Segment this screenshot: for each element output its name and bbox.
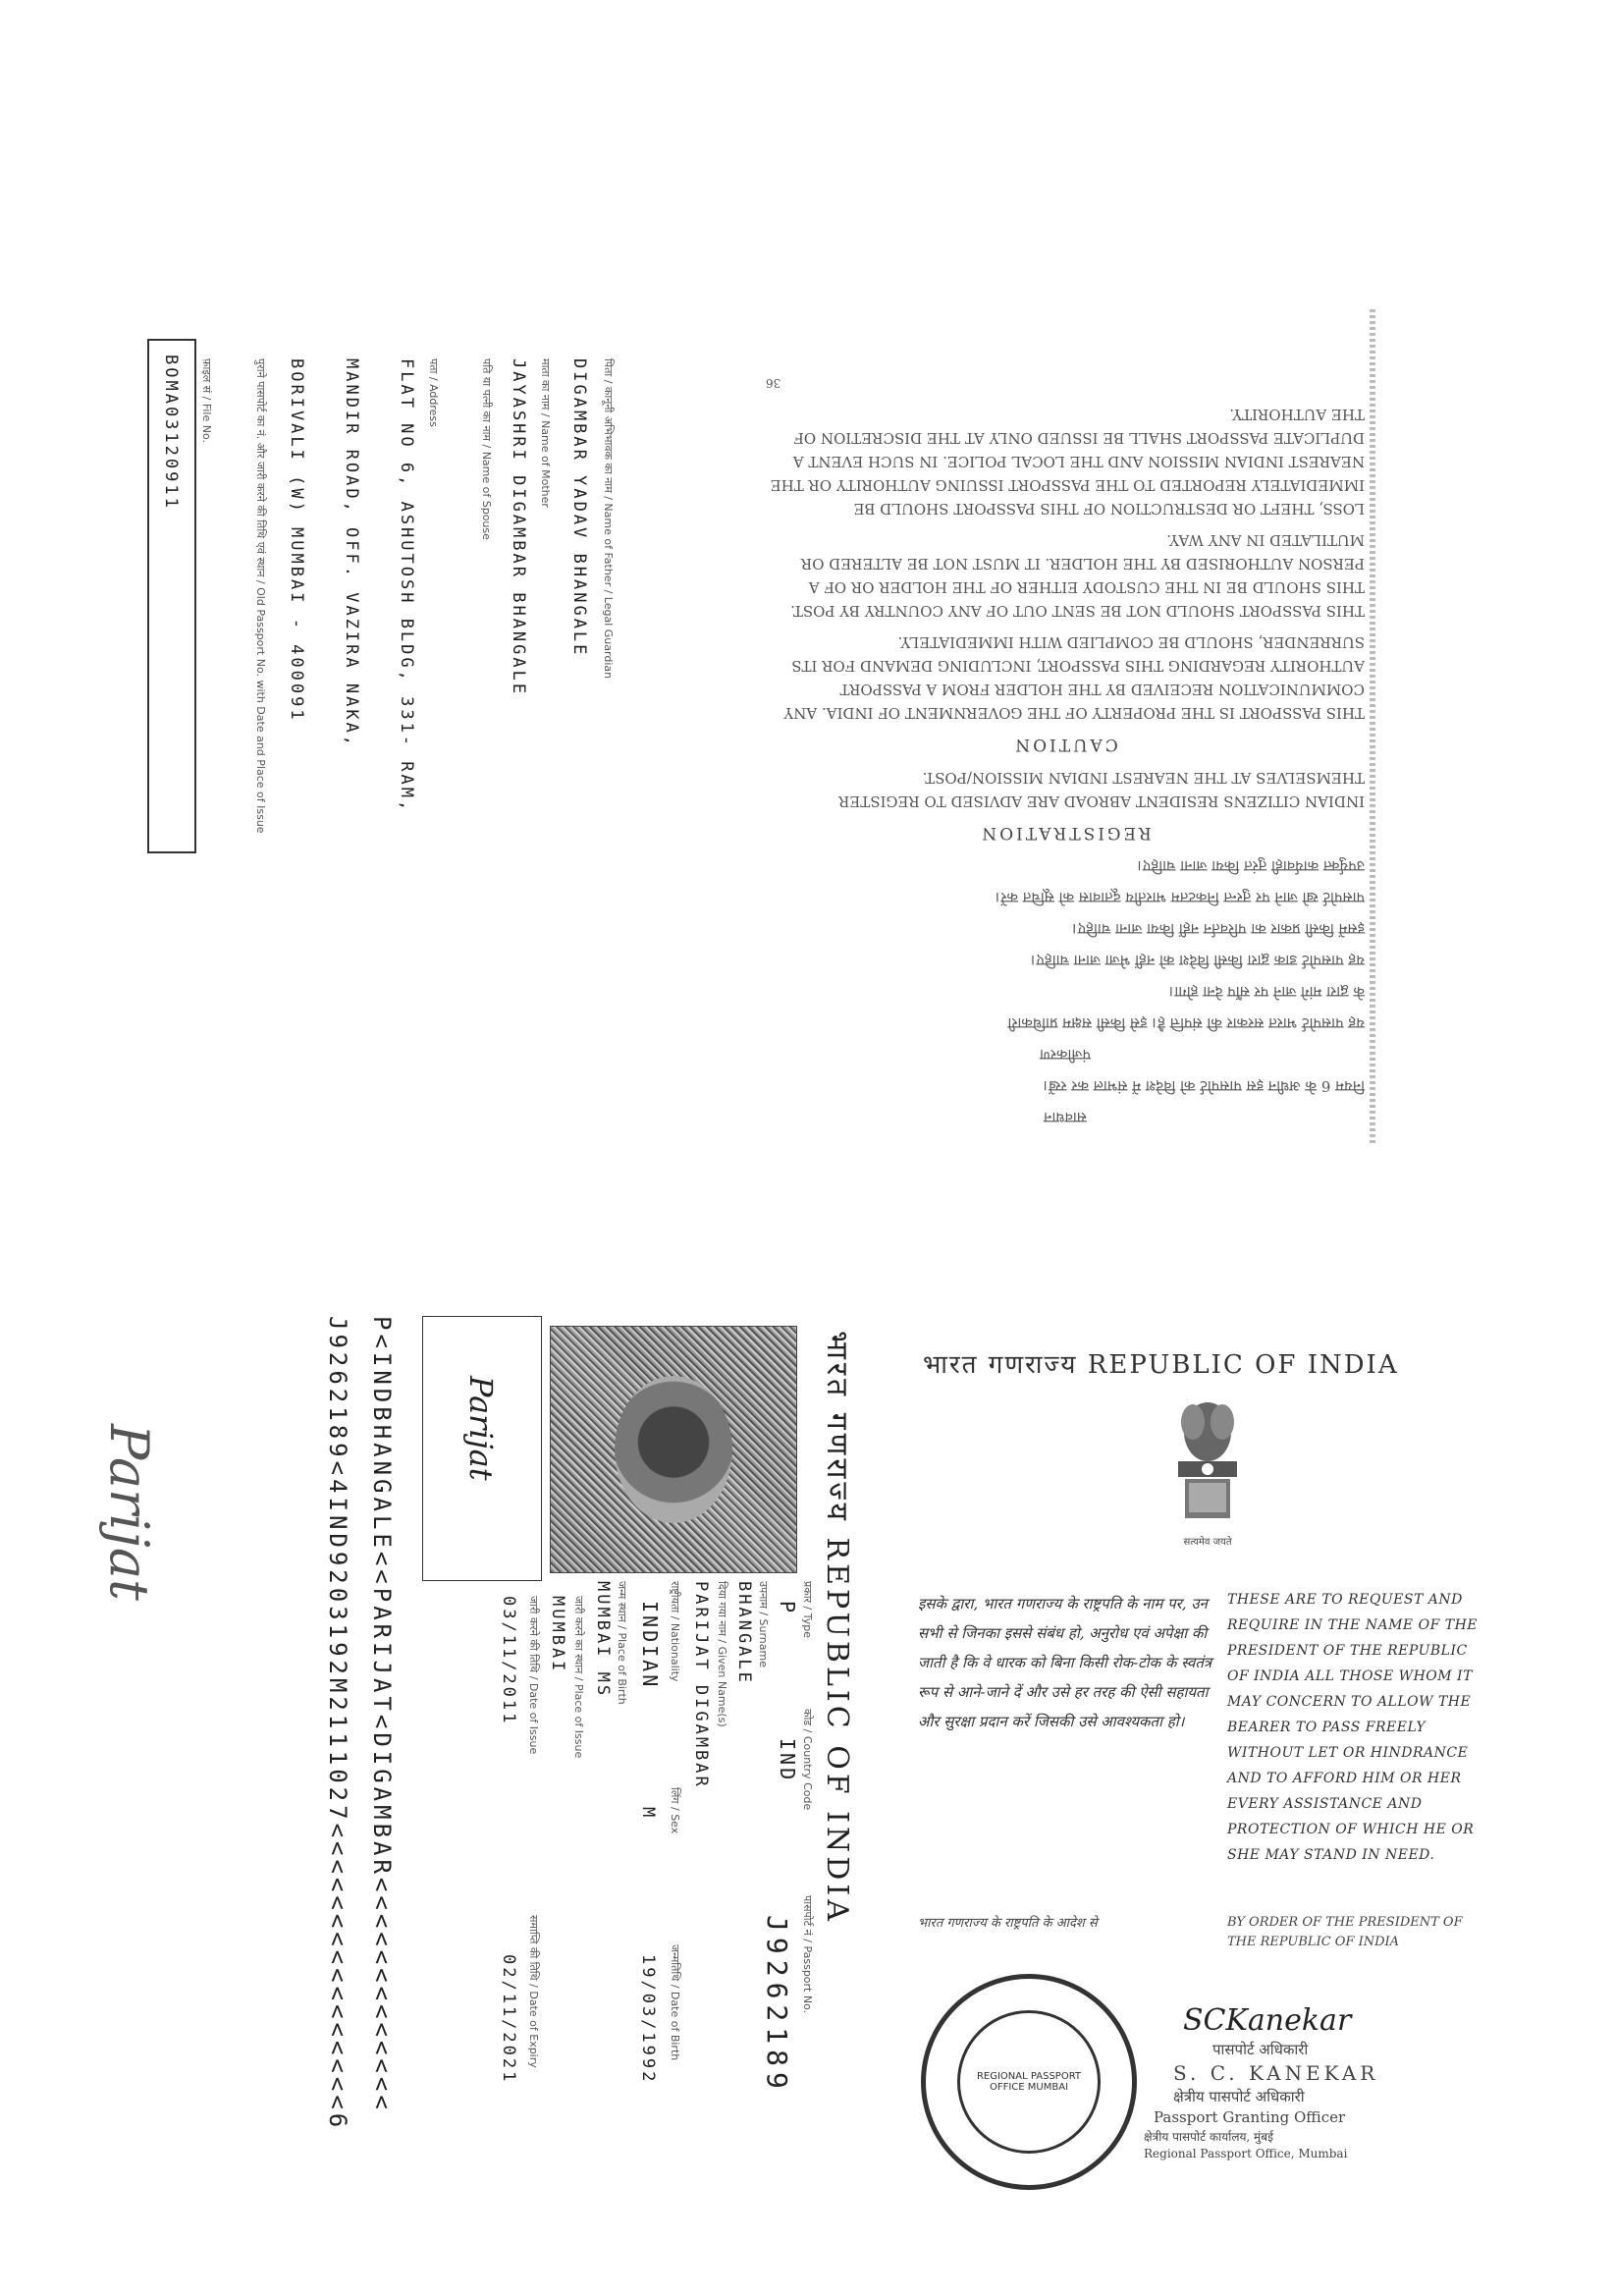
national-emblem: [1163, 1393, 1252, 1550]
officer-title-en: Passport Granting Officer: [1154, 2108, 1346, 2126]
place-of-issue-value: MUMBAI: [548, 1596, 567, 1674]
republic-heading-en: REPUBLIC OF INDIA: [1087, 1350, 1399, 1380]
officer-signature: SCKanekar: [1183, 2003, 1352, 2038]
file-number-box: [147, 339, 196, 853]
republic-heading-hi: भारत गणराज्य: [923, 1350, 1078, 1380]
margin-signature: [39, 1414, 196, 1611]
dob-value: 19/03/1992: [638, 1954, 658, 2085]
mrz-line-1: P<INDBHANGALE<<PARIJAT<DIGAMBAR<<<<<<<<<<<<<: [368, 1316, 396, 2113]
country-code-label: कोड / Country Code: [801, 1709, 814, 1811]
hindi-line-2: पंजीकरण: [1039, 1046, 1092, 1064]
registration-text: INDIAN CITIZENS RESIDENT ABROAD ARE ADVISED TO REGISTER THEMSELVES AT THE NEAREST INDIAN MISSION/POST.: [838, 769, 1365, 810]
father-label: पिता / कानूनी अभिभावक का नाम / Name of Father / Legal Guardian: [602, 358, 615, 680]
surname-value: BHANGALE: [734, 1581, 754, 1685]
passport-no-value: J9262189: [761, 1915, 793, 2095]
address-line-2: BORIVALI (W) MUMBAI - 400091: [287, 358, 306, 723]
officer-title-hi: पासपोर्ट अधिकारी: [1212, 2041, 1309, 2058]
sex-label: लिंग / Sex: [669, 1787, 681, 1834]
hindi-line-1: नियम 6 के अधीन इस पासपोर्ट को विदेश में संभाल कर रखें।: [1043, 1077, 1365, 1095]
hindi-line-6: इसमें किसी प्रकार का परिवर्तन नहीं किया जाना चाहिए।: [1072, 920, 1365, 938]
holder-photo: [550, 1326, 797, 1573]
hindi-line-7: पासपोर्ट खो जाने पर तुरन्त निकटतम भारतीय दूतावास को सूचित करें।: [995, 889, 1365, 906]
passport-office-seal: [921, 1974, 1137, 2190]
officer-office-hi: क्षेत्रीय पासपोर्ट कार्यालय, मुंबई: [1144, 2130, 1273, 2144]
file-value: BOMA03120911: [161, 355, 181, 511]
place-of-issue-label: जारी करने का स्थान / Place of Issue: [572, 1596, 585, 1759]
data-page-title-en: REPUBLIC OF INDIA: [820, 1537, 854, 1925]
hindi-line-0: सावधान: [1044, 1109, 1087, 1126]
date-of-expiry-value: 02/11/2021: [499, 1954, 518, 2085]
country-code-value: IND: [776, 1738, 799, 1783]
type-value: P: [776, 1601, 799, 1616]
registration-heading: REGISTRATION: [979, 823, 1152, 843]
order-text-hindi: भारत गणराज्य के राष्ट्रपति के आदेश से: [918, 1916, 1098, 1931]
lion-capital-icon: [1163, 1393, 1252, 1530]
data-page-title-hi: भारत गणराज्य: [820, 1331, 854, 1524]
caution-paragraph-1: THIS PASSPORT SHOULD NOT BE SENT OUT OF ANY COUNTRY BY POST. THIS SHOULD BE IN THE CUSTODY EITHER OF THE HOLDER OR OF A PERSON AUTHORISED BY THE HOLDER. IT MUST NOT BE ALTERED OR MUTILATED IN ANY WAY.: [790, 531, 1365, 620]
file-label: फ़ाइल सं / File No.: [200, 358, 213, 443]
page-fold-line: [1370, 309, 1375, 1144]
hindi-line-3: यह पासपोर्ट भारत सरकार की संपत्ति है। इसे किसी सक्षम प्राधिकारी: [1007, 1014, 1365, 1032]
hindi-line-4: के द्वारा मांगे जाने पर सौंप देना होगा।: [1168, 983, 1365, 1001]
father-value: DIGAMBAR YADAV BHANGALE: [569, 358, 589, 658]
holder-signature-box: [422, 1316, 542, 1581]
officer-name: S. C. KANEKAR: [1173, 2061, 1379, 2085]
given-name-value: PARIJAT DIGAMBAR: [691, 1581, 711, 1789]
caution-page: [766, 324, 1365, 1129]
officer-title-hi2: क्षेत्रीय पासपोर्ट अधिकारी: [1173, 2088, 1305, 2105]
caution-heading: CAUTION: [1012, 735, 1118, 754]
order-text-english: BY ORDER OF THE PRESIDENT OF THE REPUBLIC OF INDIA: [1227, 1915, 1463, 1949]
mother-value: JAYASHRI DIGAMBAR BHANGALE: [509, 358, 528, 697]
data-page-title: [817, 1331, 857, 1925]
address-line-0: FLAT NO 6, ASHUTOSH BLDG, 331- RAM,: [397, 358, 416, 814]
caution-paragraph-0: THIS PASSPORT IS THE PROPERTY OF THE GOVERNMENT OF INDIA. ANY COMMUNICATION RECEIVED BY THE HOLDER FROM A PASSPORT AUTHORITY REGARDING THIS PASSPORT, INCLUDING DEMAND FOR ITS SURRENDER, SHOULD BE COMPLIED WITH IMMEDIATELY.: [783, 633, 1365, 722]
place-of-birth-label: जन्म स्थान / Place of Birth: [616, 1581, 628, 1705]
old-passport-label: पुराने पासपोर्ट का नं. और जारी करने की तिथि एवं स्थान / Old Passport No. with Date and Place of Issue: [254, 358, 267, 834]
officer-signature-block: [1144, 2003, 1497, 2162]
emblem-caption: सत्यमेव जयते: [1183, 1537, 1232, 1548]
hindi-line-5: यह पासपोर्ट डाक द्वारा किसी विदेश को नहीं भेजा जाना चाहिए।: [1030, 952, 1365, 969]
seal-center: [957, 2010, 1101, 2154]
hindi-line-8: उपर्युक्त कार्यवाही तुरंत किया जाना चाहिए।: [1137, 857, 1365, 875]
date-of-issue-value: 03/11/2011: [499, 1596, 518, 1726]
mother-label: माता का नाम / Name of Mother: [539, 358, 552, 508]
nationality-label: राष्ट्रीयता / Nationality: [669, 1581, 681, 1682]
holder-photo-face: [615, 1376, 732, 1523]
request-text-english: THESE ARE TO REQUEST AND REQUIRE IN THE NAME OF THE PRESIDENT OF THE REPUBLIC OF INDIA ALL THOSE WHOM IT MAY CONCERN TO ALLOW THE BEARER TO PASS FREELY WITHOUT LET OR HINDRANCE AND TO AFFORD HIM OR HER EVERY ASSISTANCE AND PROTECTION OF WHICH HE OR SHE MAY STAND IN NEED.: [1227, 1592, 1478, 1863]
spouse-label: पति या पत्नी का नाम / Name of Spouse: [480, 358, 493, 540]
hindi-notes: [766, 854, 1365, 1129]
given-name-label: दिया गया नाम / Given Name(s): [716, 1581, 728, 1727]
address-line-1: MANDIR ROAD, OFF. VAZIRA NAKA,: [342, 358, 361, 749]
seal-text: REGIONAL PASSPORT OFFICE MUMBAI: [976, 2071, 1082, 2093]
officer-office-en: Regional Passport Office, Mumbai: [1144, 2147, 1348, 2160]
passport-no-label: पासपोर्ट नं / Passport No.: [801, 1895, 814, 2014]
holder-signature: Parijat: [462, 1376, 500, 1481]
sex-value: M: [638, 1807, 658, 1821]
republic-heading: [923, 1345, 1399, 1381]
nationality-value: INDIAN: [638, 1601, 662, 1690]
dob-label: जन्मतिथि / Date of Birth: [669, 1944, 681, 2061]
place-of-birth-value: MUMBAI MS: [593, 1581, 613, 1699]
address-label: पता / Address: [427, 358, 440, 427]
request-text-hindi: इसके द्वारा, भारत गणराज्य के राष्ट्रपति के नाम पर, उन सभी से जिनका इससे संबंध हो, अनुरोध एवं अपेक्षा की जाती है कि वे धारक को बिना किसी रोक-टोक के स्वतंत्र रूप से आने-जाने दें और उसे हर तरह की ऐसी सहायता और सुरक्षा प्रदान करें जिसकी उसे आवश्यकता हो।: [918, 1595, 1212, 1730]
type-label: प्रकार / Type: [801, 1581, 814, 1639]
date-of-expiry-label: समाप्ति की तिथि / Date of Expiry: [527, 1915, 540, 2068]
page-number: 36: [766, 376, 781, 390]
date-of-issue-label: जारी करने की तिथि / Date of Issue: [527, 1596, 540, 1755]
margin-signature-text: Parijat: [98, 1424, 160, 1601]
surname-label: उपनाम / Surname: [757, 1581, 770, 1667]
mrz-line-2: J9262189<4IND9203192M2111027<<<<<<<<<<<<<<<<6: [324, 1316, 351, 2132]
caution-paragraph-2: LOSS, THEFT OR DESTRUCTION OF THIS PASSPORT SHOULD BE IMMEDIATELY REPORTED TO THE PASSPORT ISSUING AUTHORITY OR THE NEAREST INDIAN MISSION AND THE LOCAL POLICE. IN SUCH EVENT A DUPLICATE PASSPORT SHALL BE ISSUED ONLY AT THE DISCRETION OF THE AUTHORITY.: [770, 406, 1365, 518]
